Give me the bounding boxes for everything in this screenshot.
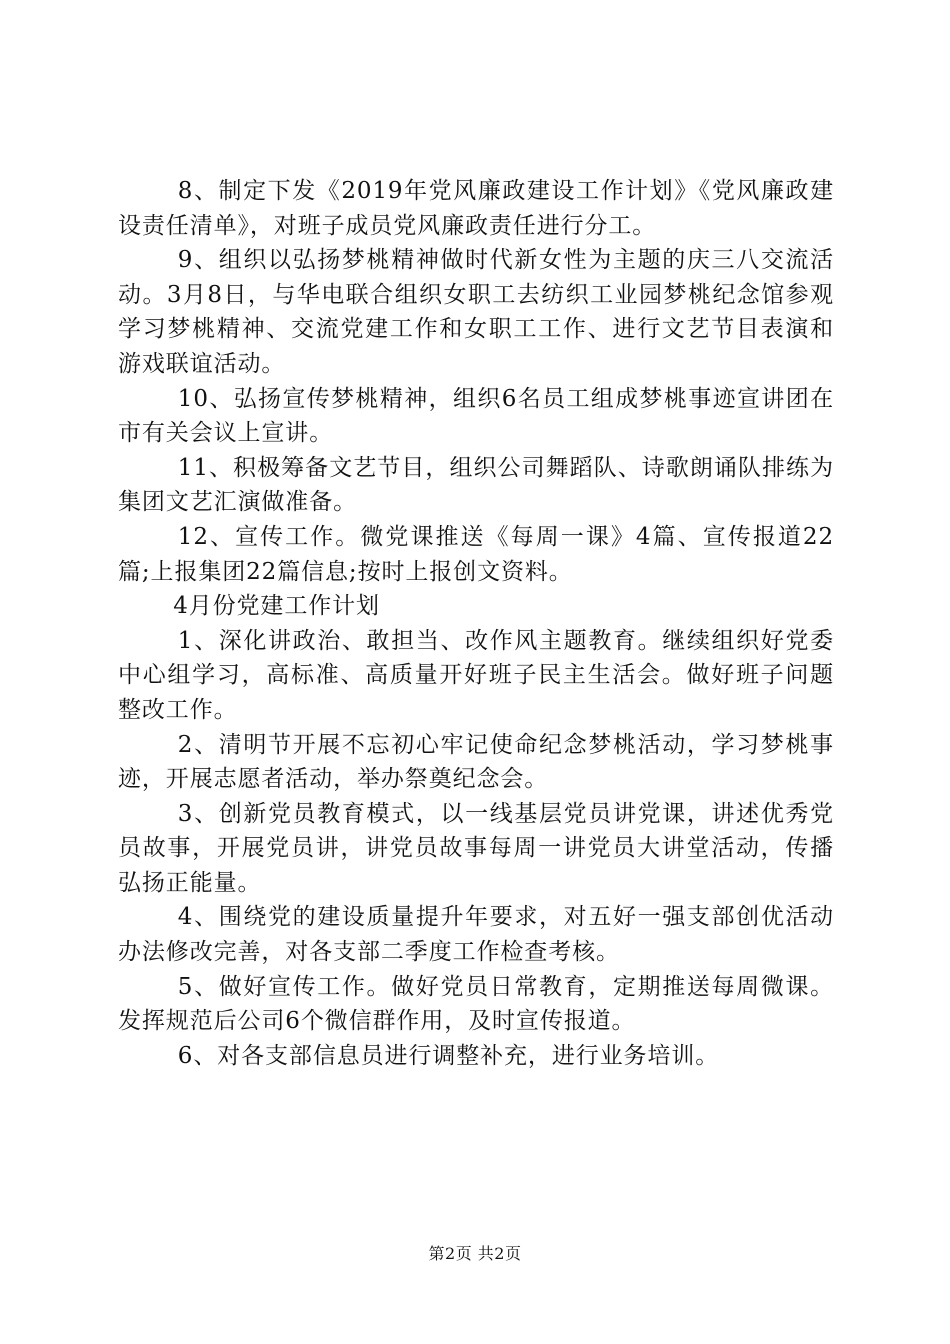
plan-item-4: 4、围绕党的建设质量提升年要求，对五好一强支部创优活动办法修改完善，对各支部二季度工作检查考核。 — [118, 904, 834, 966]
plan-item-1: 1、深化讲政治、敢担当、改作风主题教育。继续组织好党委中心组学习，高标准、高质量开好班子民主生活会。做好班子问题整改工作。 — [118, 627, 834, 723]
plan-item-3: 3、创新党员教育模式，以一线基层党员讲党课，讲述优秀党员故事，开展党员讲，讲党员故事每周一讲党员大讲堂活动，传播弘扬正能量。 — [118, 800, 834, 896]
plan-item-6: 6、对各支部信息员进行调整补充，进行业务培训。 — [177, 1042, 720, 1069]
paragraph-item-10: 10、弘扬宣传梦桃精神，组织6名员工组成梦桃事迹宣讲团在市有关会议上宣讲。 — [118, 385, 834, 447]
page-footer: 第2页 共2页 — [428, 1244, 522, 1263]
plan-item-5: 5、做好宣传工作。做好党员日常教育，定期推送每周微课。发挥规范后公司6个微信群作用，及时宣传报道。 — [118, 973, 834, 1035]
paragraph-item-9: 9、组织以弘扬梦桃精神做时代新女性为主题的庆三八交流活动。3月8日，与华电联合组织女职工去纺织工业园梦桃纪念馆参观学习梦桃精神、交流党建工作和女职工工作、进行文艺节目表演和游戏联谊活动。 — [118, 247, 834, 377]
paragraph-item-12: 12、宣传工作。微党课推送《每周一课》4篇、宣传报道22篇;上报集团22篇信息;按时上报创文资料。 — [118, 523, 834, 585]
plan-item-2: 2、清明节开展不忘初心牢记使命纪念梦桃活动，学习梦桃事迹，开展志愿者活动，举办祭奠纪念会。 — [118, 731, 834, 793]
paragraph-item-8: 8、制定下发《2019年党风廉政建设工作计划》《党风廉政建设责任清单》，对班子成员党风廉政责任进行分工。 — [118, 178, 834, 239]
paragraph-item-11: 11、积极筹备文艺节目，组织公司舞蹈队、诗歌朗诵队排练为集团文艺汇演做准备。 — [118, 454, 834, 516]
section-heading-april-plan: 4月份党建工作计划 — [173, 593, 380, 620]
document-body — [118, 174, 834, 1073]
